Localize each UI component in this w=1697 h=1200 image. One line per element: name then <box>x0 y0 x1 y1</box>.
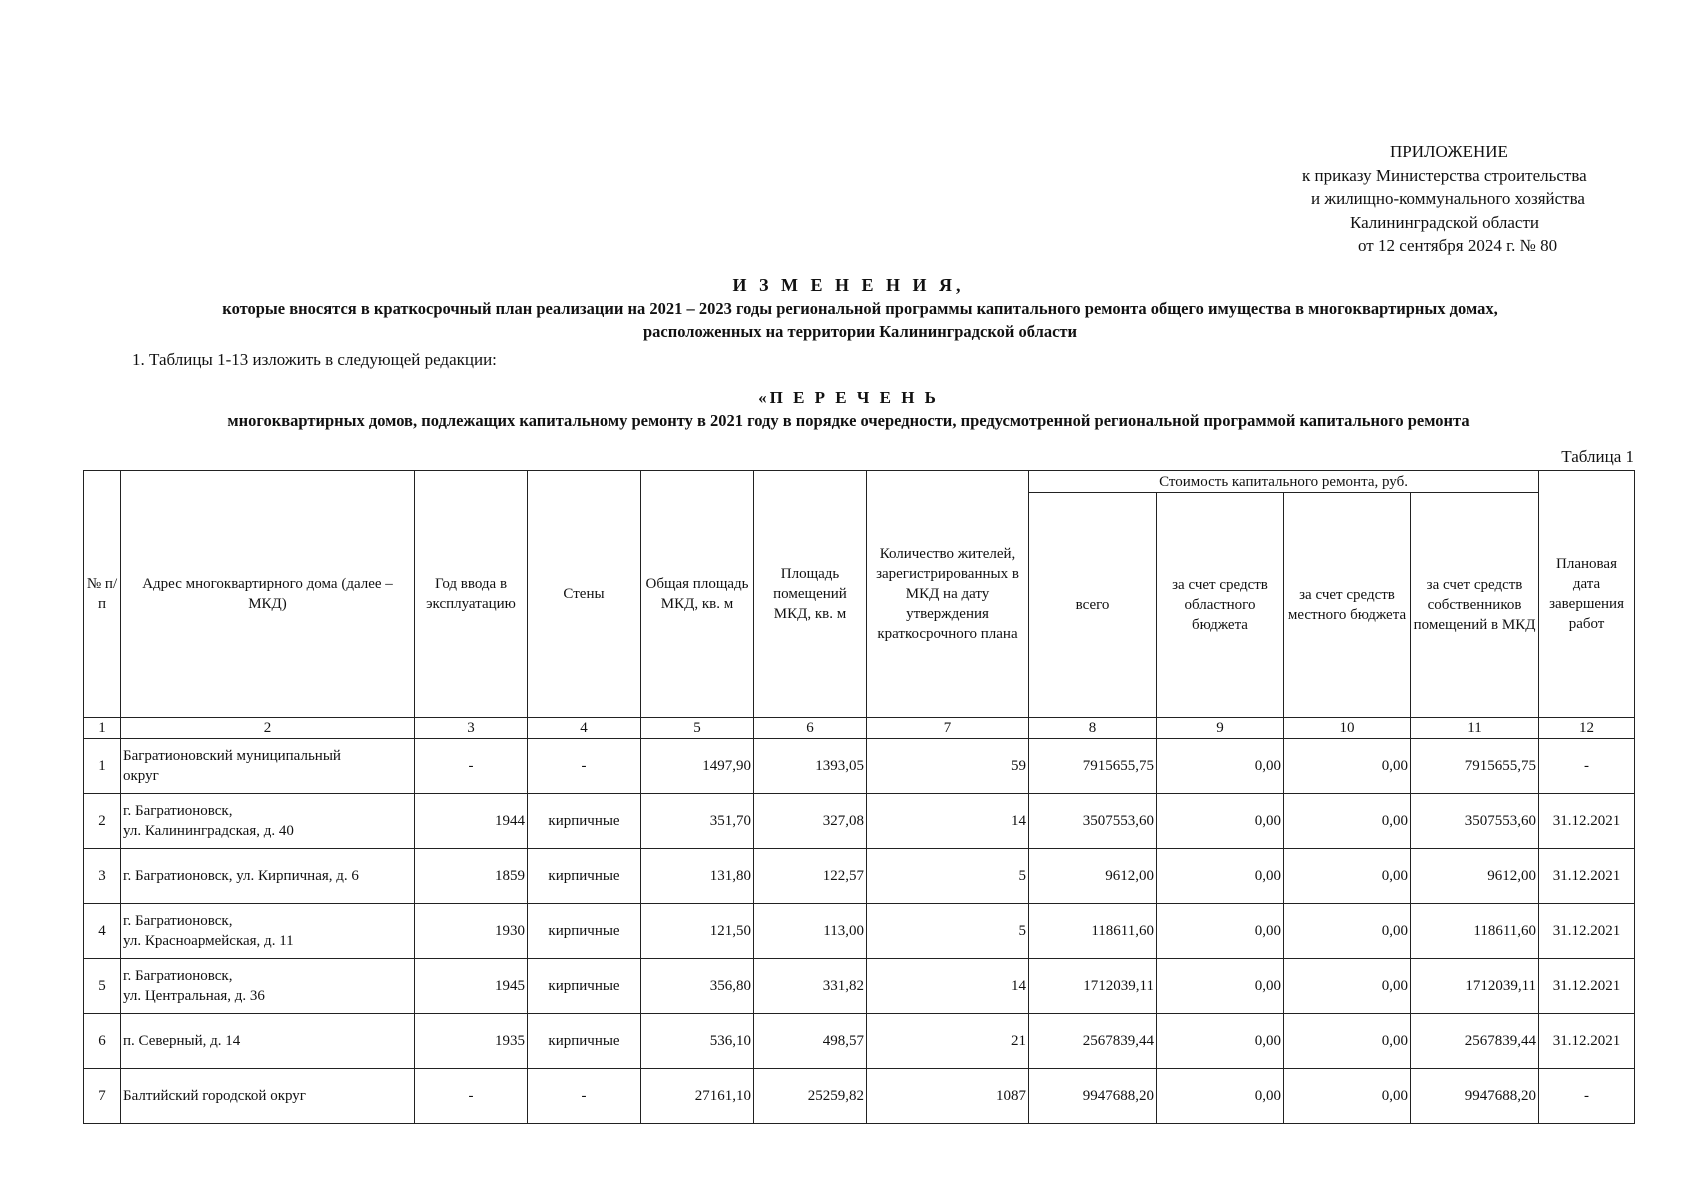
address-line: Балтийский городской округ <box>123 1088 306 1104</box>
cell-residents: 14 <box>867 794 1029 849</box>
cell-cost-local: 0,00 <box>1284 849 1411 904</box>
appendix-title: ПРИЛОЖЕНИЕ <box>1390 142 1508 161</box>
cell-total-area: 356,80 <box>641 959 754 1014</box>
cell-date: 31.12.2021 <box>1539 959 1635 1014</box>
cell-cost-total: 3507553,60 <box>1029 794 1157 849</box>
cell-cost-total: 1712039,11 <box>1029 959 1157 1014</box>
cell-year: 1944 <box>415 794 528 849</box>
header-cost-group: Стоимость капитального ремонта, руб. <box>1029 471 1539 493</box>
table-row <box>84 1014 1635 1069</box>
header-num: № п/п <box>84 471 121 718</box>
cell-year: - <box>415 739 528 794</box>
cell-year: - <box>415 1069 528 1124</box>
cell-total-area: 27161,10 <box>641 1069 754 1124</box>
cell-num: 3 <box>84 849 121 904</box>
column-number: 8 <box>1029 718 1157 739</box>
cell-cost-local: 0,00 <box>1284 904 1411 959</box>
column-number: 10 <box>1284 718 1411 739</box>
cell-walls: кирпичные <box>528 849 641 904</box>
column-number: 5 <box>641 718 754 739</box>
table-row <box>84 904 1635 959</box>
cell-num: 1 <box>84 739 121 794</box>
header-cost-total: всего <box>1029 493 1157 718</box>
appendix-line: и жилищно-коммунального хозяйства <box>1311 189 1585 208</box>
address-line: г. Багратионовск, ул. Кирпичная, д. 6 <box>123 868 359 884</box>
cell-cost-regional: 0,00 <box>1157 739 1284 794</box>
cell-cost-total: 118611,60 <box>1029 904 1157 959</box>
cell-total-area: 351,70 <box>641 794 754 849</box>
table-label: Таблица 1 <box>1561 447 1634 466</box>
cell-cost-owners: 7915655,75 <box>1411 739 1539 794</box>
address-line: Багратионовский муниципальный <box>123 748 341 764</box>
cell-cost-owners: 2567839,44 <box>1411 1014 1539 1069</box>
column-number: 9 <box>1157 718 1284 739</box>
document-subtitle-line: которые вносятся в краткосрочный план реализации на 2021 – 2023 годы региональной программы капитального ремонта общего имущества в многоквартирных домах, <box>222 299 1498 318</box>
document-title: И З М Е Н Е Н И Я, <box>732 275 965 295</box>
cell-cost-owners: 1712039,11 <box>1411 959 1539 1014</box>
cell-cost-owners: 118611,60 <box>1411 904 1539 959</box>
column-numbers-row <box>84 718 1635 739</box>
cell-cost-regional: 0,00 <box>1157 959 1284 1014</box>
appendix-line: к приказу Министерства строительства <box>1302 165 1587 185</box>
header-planned-date: Плановая дата завершения работ <box>1539 471 1635 718</box>
column-number: 11 <box>1411 718 1539 739</box>
cell-address <box>121 794 415 849</box>
address-line: ул. Красноармейская, д. 11 <box>123 933 294 949</box>
cell-date: 31.12.2021 <box>1539 904 1635 959</box>
cell-walls: кирпичные <box>528 1014 641 1069</box>
cell-premises-area: 498,57 <box>754 1014 867 1069</box>
cell-cost-local: 0,00 <box>1284 1069 1411 1124</box>
appendix-block <box>1240 140 1670 258</box>
cell-cost-owners: 3507553,60 <box>1411 794 1539 849</box>
cell-walls: - <box>528 1069 641 1124</box>
cell-total-area: 121,50 <box>641 904 754 959</box>
cell-date: - <box>1539 739 1635 794</box>
table-row <box>84 959 1635 1014</box>
cell-cost-total: 9612,00 <box>1029 849 1157 904</box>
column-number: 3 <box>415 718 528 739</box>
appendix-date-line: от 12 сентября 2024 г. № 80 <box>1358 236 1558 255</box>
cell-date: 31.12.2021 <box>1539 1014 1635 1069</box>
cell-num: 6 <box>84 1014 121 1069</box>
cell-total-area: 131,80 <box>641 849 754 904</box>
address-line: г. Багратионовск, <box>123 968 233 984</box>
cell-cost-total: 9947688,20 <box>1029 1069 1157 1124</box>
address-line: ул. Калининградская, д. 40 <box>123 823 294 839</box>
column-number: 7 <box>867 718 1029 739</box>
cell-cost-owners: 9612,00 <box>1411 849 1539 904</box>
appendix-line: Калининградской области <box>1350 212 1539 232</box>
cell-cost-owners: 9947688,20 <box>1411 1069 1539 1124</box>
cell-num: 5 <box>84 959 121 1014</box>
header-residents: Количество жителей, зарегистрированных в МКД на дату утверждения краткосрочного плана <box>867 471 1029 718</box>
cell-num: 4 <box>84 904 121 959</box>
cell-residents: 5 <box>867 849 1029 904</box>
document-subtitle <box>110 297 1610 343</box>
cell-cost-local: 0,00 <box>1284 794 1411 849</box>
cell-address <box>121 739 415 794</box>
cell-cost-regional: 0,00 <box>1157 1014 1284 1069</box>
cell-num: 7 <box>84 1069 121 1124</box>
table-row <box>84 1069 1635 1124</box>
cell-premises-area: 25259,82 <box>754 1069 867 1124</box>
document-subtitle-line: расположенных на территории Калининградской области <box>642 322 1078 341</box>
cell-date: 31.12.2021 <box>1539 849 1635 904</box>
header-cost-owners: за счет средств собственников помещений в МКД <box>1411 493 1539 718</box>
cell-total-area: 1497,90 <box>641 739 754 794</box>
cell-year: 1945 <box>415 959 528 1014</box>
table-row <box>84 794 1635 849</box>
column-number: 6 <box>754 718 867 739</box>
cell-walls: - <box>528 739 641 794</box>
header-cost-local: за счет средств местного бюджета <box>1284 493 1411 718</box>
address-line: г. Багратионовск, <box>123 913 233 929</box>
cell-cost-regional: 0,00 <box>1157 904 1284 959</box>
cell-residents: 5 <box>867 904 1029 959</box>
column-number: 1 <box>84 718 121 739</box>
cell-year: 1930 <box>415 904 528 959</box>
cell-residents: 1087 <box>867 1069 1029 1124</box>
cell-walls: кирпичные <box>528 904 641 959</box>
cell-cost-local: 0,00 <box>1284 959 1411 1014</box>
header-premises-area: Площадь помещений МКД, кв. м <box>754 471 867 718</box>
cell-year: 1935 <box>415 1014 528 1069</box>
header-total-area: Общая площадь МКД, кв. м <box>641 471 754 718</box>
header-walls: Стены <box>528 471 641 718</box>
column-number: 2 <box>121 718 415 739</box>
header-cost-regional: за счет средств областного бюджета <box>1157 493 1284 718</box>
list-subtitle: многоквартирных домов, подлежащих капитальному ремонту в 2021 году в порядке очередности, предусмотренной региональной программой капитального ремонта <box>227 411 1470 430</box>
address-line: округ <box>123 768 159 784</box>
cell-year: 1859 <box>415 849 528 904</box>
cell-address <box>121 1069 415 1124</box>
cell-date: - <box>1539 1069 1635 1124</box>
cell-address <box>121 849 415 904</box>
column-number: 4 <box>528 718 641 739</box>
header-year: Год ввода в эксплуатацию <box>415 471 528 718</box>
cell-premises-area: 113,00 <box>754 904 867 959</box>
table-row <box>84 739 1635 794</box>
cell-cost-regional: 0,00 <box>1157 849 1284 904</box>
cell-cost-local: 0,00 <box>1284 739 1411 794</box>
cell-residents: 14 <box>867 959 1029 1014</box>
cell-address <box>121 959 415 1014</box>
cell-cost-local: 0,00 <box>1284 1014 1411 1069</box>
table-row <box>84 849 1635 904</box>
cell-residents: 59 <box>867 739 1029 794</box>
cell-walls: кирпичные <box>528 959 641 1014</box>
cell-cost-total: 2567839,44 <box>1029 1014 1157 1069</box>
cell-premises-area: 331,82 <box>754 959 867 1014</box>
list-title: «П Е Р Е Ч Е Н Ь <box>758 388 939 407</box>
cell-date: 31.12.2021 <box>1539 794 1635 849</box>
cell-residents: 21 <box>867 1014 1029 1069</box>
cell-address <box>121 904 415 959</box>
buildings-table <box>83 470 1635 1124</box>
cell-address <box>121 1014 415 1069</box>
cell-cost-total: 7915655,75 <box>1029 739 1157 794</box>
cell-premises-area: 1393,05 <box>754 739 867 794</box>
cell-num: 2 <box>84 794 121 849</box>
header-address: Адрес многоквартирного дома (далее – МКД) <box>121 471 415 718</box>
item-paragraph: 1. Таблицы 1-13 изложить в следующей редакции: <box>132 350 497 369</box>
cell-total-area: 536,10 <box>641 1014 754 1069</box>
cell-cost-regional: 0,00 <box>1157 1069 1284 1124</box>
cell-walls: кирпичные <box>528 794 641 849</box>
address-line: п. Северный, д. 14 <box>123 1033 241 1049</box>
address-line: г. Багратионовск, <box>123 803 233 819</box>
address-line: ул. Центральная, д. 36 <box>123 988 265 1004</box>
column-number: 12 <box>1539 718 1635 739</box>
cell-premises-area: 327,08 <box>754 794 867 849</box>
cell-premises-area: 122,57 <box>754 849 867 904</box>
cell-cost-regional: 0,00 <box>1157 794 1284 849</box>
